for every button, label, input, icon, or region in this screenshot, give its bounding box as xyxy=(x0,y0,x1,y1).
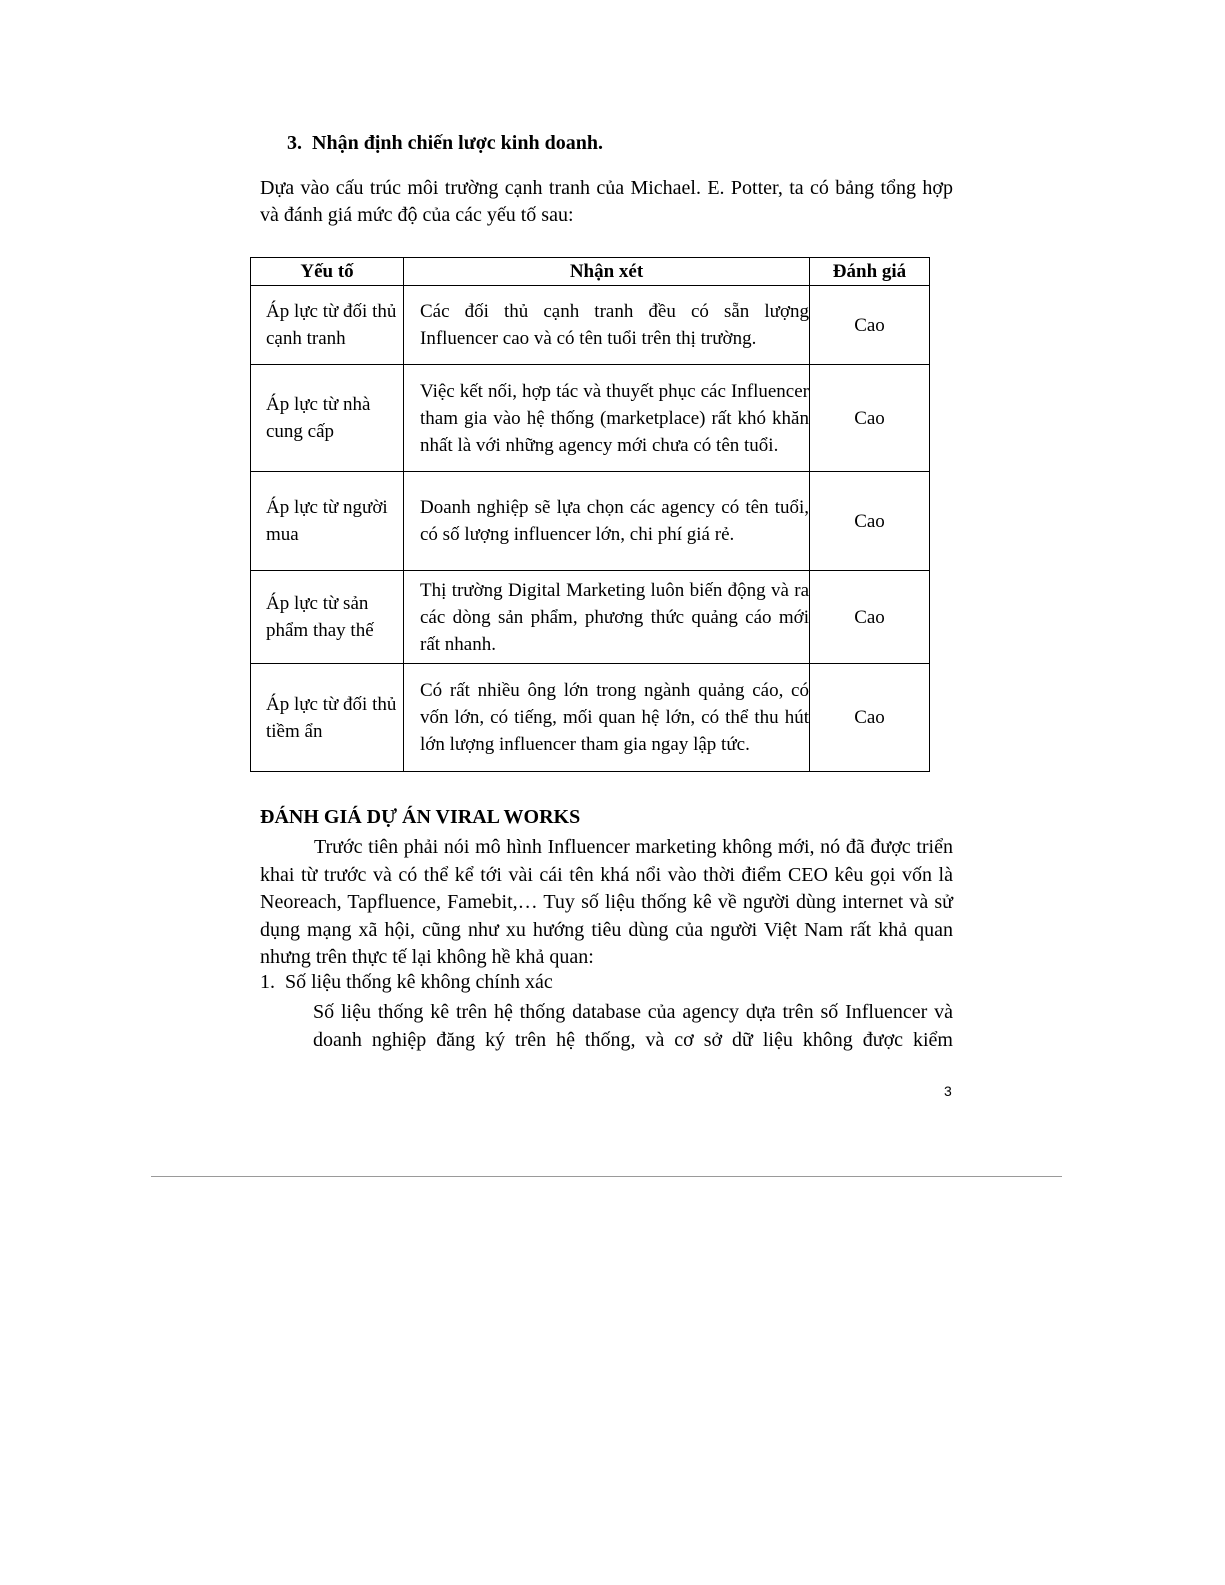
header-factor: Yếu tố xyxy=(251,258,404,286)
remark-cell: Các đối thủ cạnh tranh đều có sẵn lượng Influencer cao và có tên tuổi trên thị trường. xyxy=(404,286,810,365)
table-header-row xyxy=(251,258,930,286)
header-remark: Nhận xét xyxy=(404,258,810,286)
section-heading-number: 3. xyxy=(287,132,302,154)
table-row xyxy=(251,365,930,472)
table-row xyxy=(251,286,930,365)
page-number: 3 xyxy=(944,1083,952,1099)
intro-paragraph: Dựa vào cấu trúc môi trường cạnh tranh của Michael. E. Potter, ta có bảng tổng hợp và đánh giá mức độ của các yếu tố sau: xyxy=(260,177,953,226)
rating-cell: Cao xyxy=(810,571,930,664)
rating-cell: Cao xyxy=(810,664,930,772)
section-heading xyxy=(287,132,603,155)
table-row xyxy=(251,472,930,571)
list-item-number: 1. xyxy=(260,971,275,993)
section-heading-text: Nhận định chiến lược kinh doanh. xyxy=(312,132,603,154)
factor-cell: Áp lực từ sản phẩm thay thế xyxy=(251,571,404,664)
list-item-paragraph: Số liệu thống kê trên hệ thống database của agency dựa trên số Influencer và doanh nghiệp đăng ký trên hệ thống, và cơ sở dữ liệu không được kiểm xyxy=(313,1001,953,1051)
remark-cell: Việc kết nối, hợp tác và thuyết phục các Influencer tham gia vào hệ thống (marketplace) rất khó khăn nhất là với những agency mới chưa có tên tuổi. xyxy=(404,365,810,472)
porter-five-forces-table xyxy=(250,257,930,772)
factor-cell: Áp lực từ người mua xyxy=(251,472,404,571)
rating-cell: Cao xyxy=(810,472,930,571)
factor-cell: Áp lực từ đối thủ tiềm ẩn xyxy=(251,664,404,772)
remark-cell: Thị trường Digital Marketing luôn biến động và ra các dòng sản phẩm, phương thức quảng cáo mới rất nhanh. xyxy=(404,571,810,664)
factor-cell: Áp lực từ đối thủ cạnh tranh xyxy=(251,286,404,365)
header-rating: Đánh giá xyxy=(810,258,930,286)
project-evaluation-title: ĐÁNH GIÁ DỰ ÁN VIRAL WORKS xyxy=(260,806,581,828)
table-row xyxy=(251,664,930,772)
remark-cell: Doanh nghiệp sẽ lựa chọn các agency có tên tuổi, có số lượng influencer lớn, chi phí giá rẻ. xyxy=(404,472,810,571)
rating-cell: Cao xyxy=(810,365,930,472)
table-row xyxy=(251,571,930,664)
list-item-text: Số liệu thống kê không chính xác xyxy=(285,971,553,993)
list-item xyxy=(260,971,553,994)
factor-cell: Áp lực từ nhà cung cấp xyxy=(251,365,404,472)
page-divider xyxy=(151,1176,1062,1177)
rating-cell: Cao xyxy=(810,286,930,365)
project-evaluation-paragraph: Trước tiên phải nói mô hình Influencer marketing không mới, nó đã được triển khai từ trước và có thể kể tới vài cái tên khá nổi vào thời điểm CEO kêu gọi vốn là Neoreach, Tapfluence, Famebit,… Tuy số liệu thống kê về người dùng internet và sử dụng mạng xã hội, cũng như xu hướng tiêu dùng của người Việt Nam rất khả quan nhưng trên thực tế lại không hề khả quan: xyxy=(260,836,953,969)
remark-cell: Có rất nhiều ông lớn trong ngành quảng cáo, có vốn lớn, có tiếng, mối quan hệ lớn, có thể thu hút lớn lượng influencer tham gia ngay lập tức. xyxy=(404,664,810,772)
